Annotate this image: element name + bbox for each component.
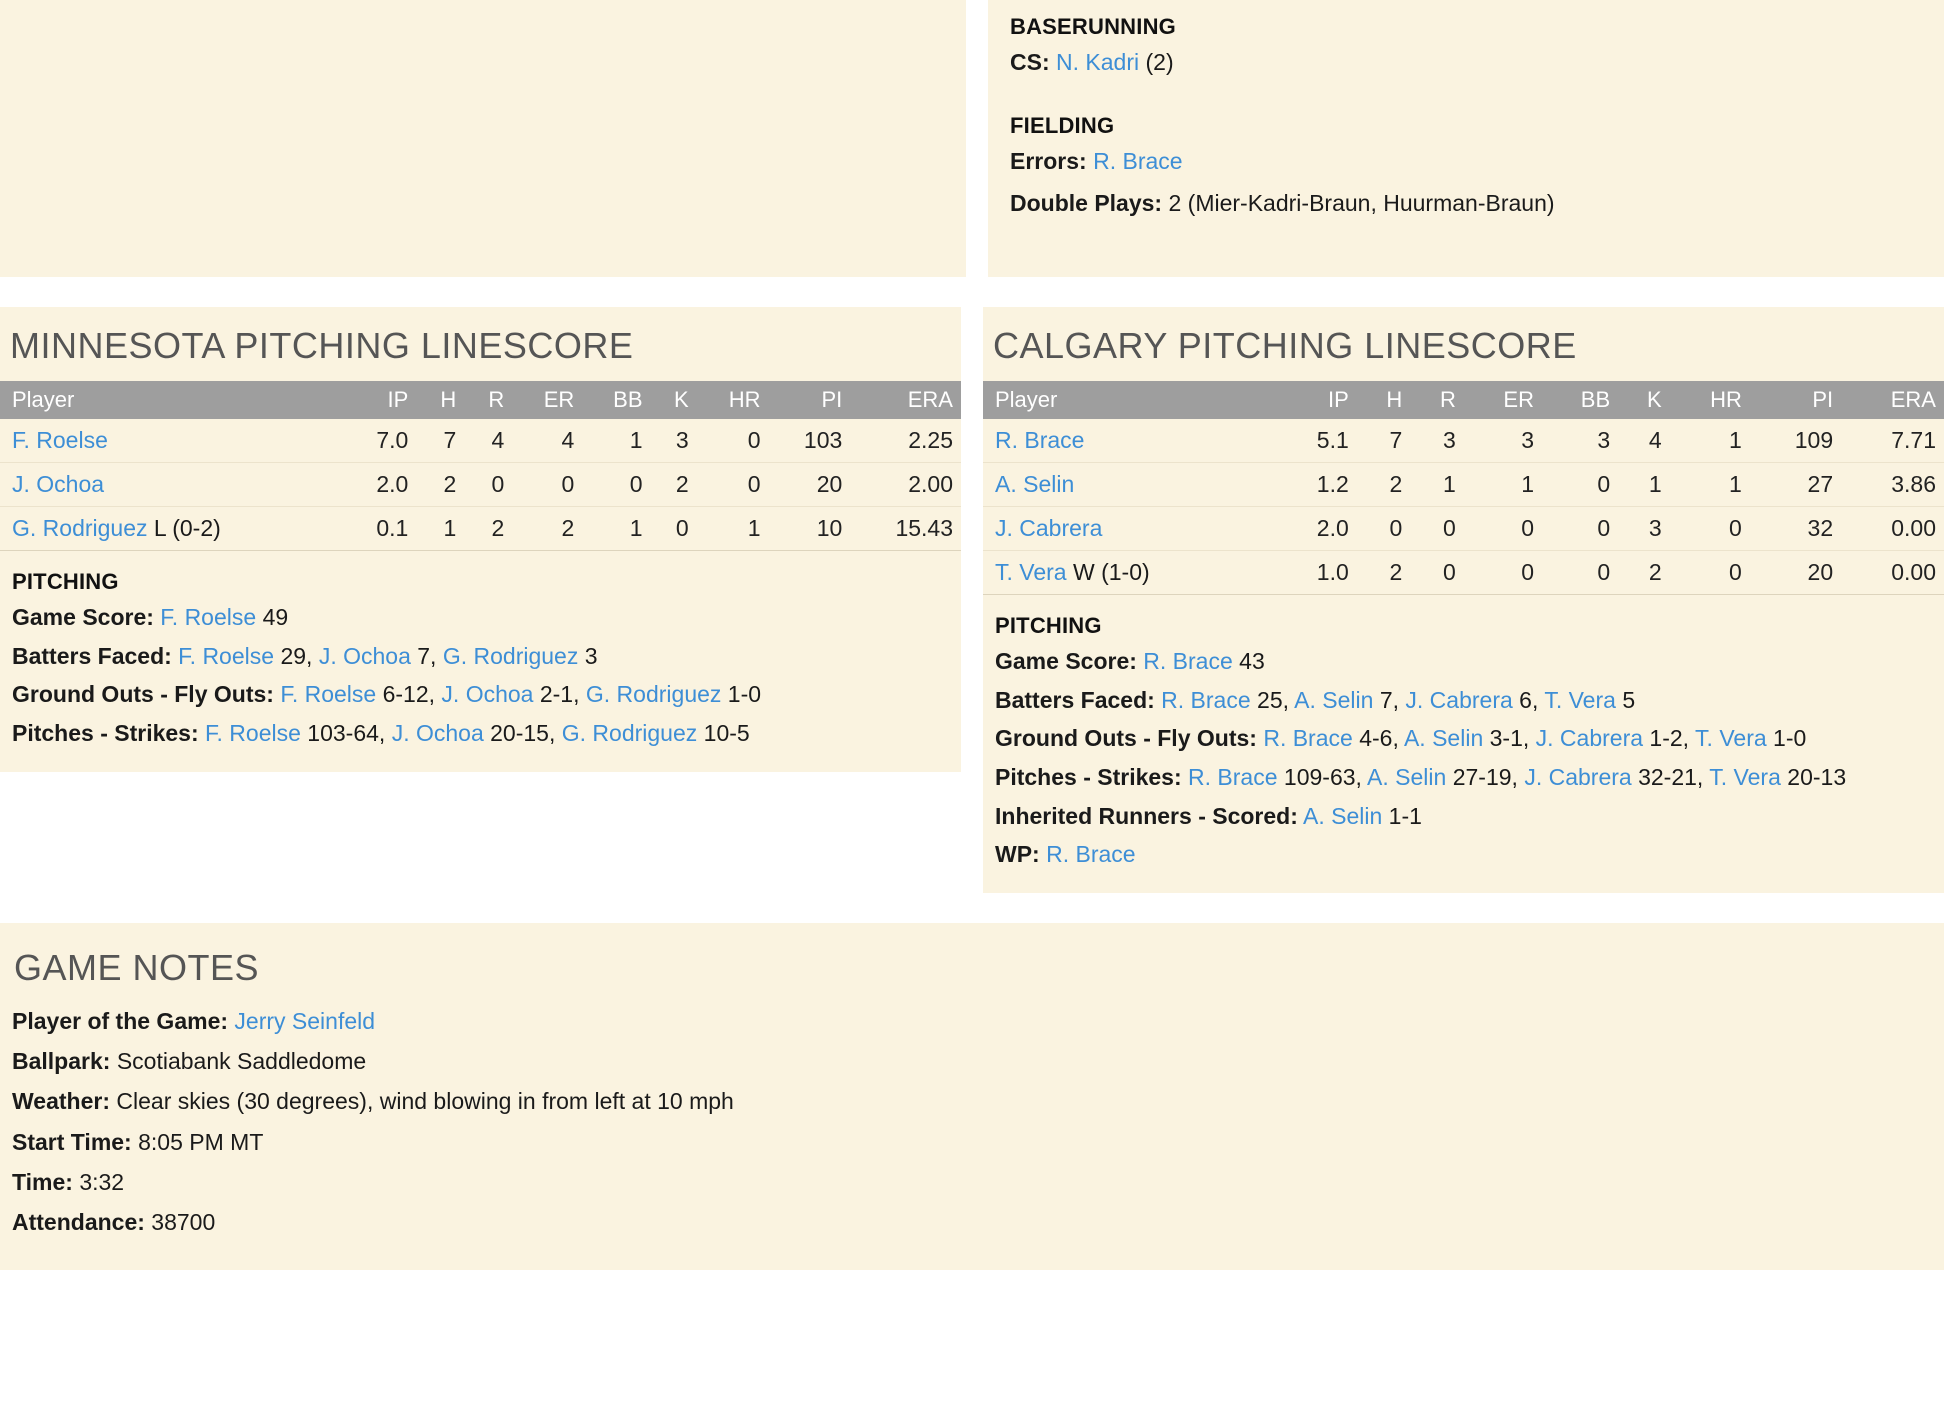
- cell-bb: 1: [582, 419, 650, 463]
- table-row: [983, 551, 1944, 595]
- weather-label: Weather:: [12, 1088, 110, 1115]
- game-score-label: Game Score:: [12, 604, 154, 630]
- left-team-batting-panel: [0, 0, 966, 277]
- cell-k: 2: [651, 463, 697, 507]
- cell-era: 7.71: [1841, 419, 1944, 463]
- player-link[interactable]: G. Rodriguez: [12, 515, 148, 541]
- player-link[interactable]: R. Brace: [1046, 841, 1136, 868]
- cell-hr: 0: [1670, 551, 1750, 595]
- double-plays-label: Double Plays:: [1010, 189, 1163, 216]
- pitches-strikes-line: Pitches - Strikes: R. Brace 109-63, A. Selin 27-19, J. Cabrera 32-21, T. Vera 20-13: [995, 763, 1847, 790]
- ballpark-label: Ballpark:: [12, 1048, 111, 1075]
- game-score-line: [995, 645, 1932, 678]
- col-ip: IP: [344, 381, 416, 419]
- start-time-value: 8:05 PM MT: [138, 1128, 264, 1155]
- table-row: [983, 463, 1944, 507]
- player-link[interactable]: J. Ochoa: [391, 719, 484, 746]
- go-fo-value: 2-1: [539, 681, 574, 708]
- cell-pi: 103: [769, 419, 851, 463]
- player-link[interactable]: F. Roelse: [280, 681, 377, 708]
- attendance-value: 38700: [151, 1208, 216, 1235]
- col-era: ERA: [1841, 381, 1944, 419]
- attendance-label: Attendance:: [12, 1208, 145, 1235]
- player-link[interactable]: R. Brace: [1143, 648, 1233, 674]
- cell-ip: 2.0: [1276, 507, 1357, 551]
- batters-faced-value: 3: [584, 642, 598, 669]
- cell-pi: 20: [1750, 551, 1841, 595]
- cell-ip: 7.0: [344, 419, 416, 463]
- player-link[interactable]: R. Brace: [995, 427, 1085, 453]
- player-link[interactable]: J. Ochoa: [318, 642, 411, 669]
- player-link[interactable]: T. Vera: [1709, 763, 1781, 790]
- col-player: Player: [0, 381, 344, 419]
- section-spacer: [1010, 87, 1922, 113]
- cell-pi: 109: [1750, 419, 1841, 463]
- table-header-row: [983, 381, 1944, 419]
- row-player: [0, 507, 344, 551]
- cell-h: 2: [1357, 463, 1411, 507]
- cell-ip: 2.0: [344, 463, 416, 507]
- cell-h: 2: [1357, 551, 1411, 595]
- cell-er: 3: [1464, 419, 1542, 463]
- col-r: R: [1410, 381, 1464, 419]
- cell-pi: 27: [1750, 463, 1841, 507]
- minnesota-pitching-title: MINNESOTA PITCHING LINESCORE: [10, 325, 634, 366]
- game-note-item: [12, 1085, 1932, 1117]
- cell-r: 1: [1410, 463, 1464, 507]
- cell-hr: 0: [1670, 507, 1750, 551]
- row-player: [0, 419, 344, 463]
- wild-pitch-label: WP:: [995, 841, 1040, 868]
- cell-k: 0: [651, 507, 697, 551]
- col-ip: IP: [1276, 381, 1357, 419]
- cell-er: 0: [512, 463, 582, 507]
- cell-r: 0: [1410, 507, 1464, 551]
- pitches-value: 27-19: [1452, 763, 1512, 790]
- go-fo-value: 3-1: [1489, 725, 1523, 752]
- right-team-notes-panel: [988, 0, 1944, 277]
- table-row: [0, 419, 961, 463]
- minnesota-pitching-box: [0, 307, 961, 772]
- cell-r: 0: [464, 463, 512, 507]
- start-time-label: Start Time:: [12, 1128, 132, 1155]
- ballpark-value: Scotiabank Saddledome: [116, 1048, 367, 1075]
- player-decision: W (1-0): [1073, 559, 1150, 585]
- col-bb: BB: [1542, 381, 1618, 419]
- game-note-item: [12, 1206, 1932, 1238]
- table-row: [983, 507, 1944, 551]
- pitches-value: 103-64: [307, 719, 379, 746]
- batters-faced-value: 7: [417, 642, 431, 669]
- weather-value: Clear skies (30 degrees), wind blowing in from left at 10 mph: [116, 1088, 734, 1115]
- player-link[interactable]: F. Roelse: [160, 604, 257, 630]
- player-link[interactable]: A. Selin: [1303, 802, 1383, 829]
- table-row: [0, 507, 961, 551]
- row-player: [983, 463, 1276, 507]
- cell-k: 3: [651, 419, 697, 463]
- player-link[interactable]: J. Cabrera: [995, 515, 1103, 541]
- cell-er: 4: [512, 419, 582, 463]
- player-link[interactable]: J. Ochoa: [12, 471, 105, 497]
- game-notes-panel: [0, 923, 1944, 1270]
- cell-era: 0.00: [1841, 507, 1944, 551]
- game-score-label: Game Score:: [995, 648, 1137, 674]
- cell-h: 0: [1357, 507, 1411, 551]
- pitches-value: 109-63: [1283, 763, 1356, 790]
- fielding-double-plays-line: [1010, 187, 1922, 220]
- cell-bb: 0: [582, 463, 650, 507]
- pitching-notes-heading: PITCHING: [12, 569, 119, 594]
- batters-faced-value: 7: [1379, 686, 1393, 713]
- pitches-value: 10-5: [703, 719, 750, 746]
- cell-ip: 1.2: [1276, 463, 1357, 507]
- col-h: H: [416, 381, 464, 419]
- cell-hr: 1: [1670, 419, 1750, 463]
- game-note-item: [12, 1126, 1932, 1158]
- wild-pitch-line: [995, 838, 1932, 871]
- cell-h: 7: [416, 419, 464, 463]
- inherited-runners-line: [995, 800, 1932, 833]
- errors-label: Errors:: [1010, 148, 1087, 175]
- cell-k: 1: [1618, 463, 1670, 507]
- minnesota-pitching-table: [0, 381, 961, 551]
- batters-faced-label: Batters Faced:: [12, 642, 172, 669]
- player-link[interactable]: F. Roelse: [205, 719, 301, 746]
- cs-count: (2): [1145, 49, 1174, 75]
- calgary-pitching-notes: [983, 595, 1944, 871]
- go-fo-value: 1-0: [1773, 725, 1807, 752]
- fielding-heading: FIELDING: [1010, 113, 1115, 139]
- inherited-value: 1-1: [1388, 802, 1422, 829]
- batters-faced-value: 6: [1519, 686, 1532, 713]
- cell-hr: 1: [697, 507, 769, 551]
- ground-outs-fly-outs-label: Ground Outs - Fly Outs:: [995, 725, 1257, 752]
- pitching-notes-heading: PITCHING: [995, 613, 1102, 638]
- cell-ip: 1.0: [1276, 551, 1357, 595]
- cell-k: 4: [1618, 419, 1670, 463]
- col-r: R: [464, 381, 512, 419]
- go-fo-value: 1-0: [727, 681, 762, 708]
- col-er: ER: [512, 381, 582, 419]
- go-fo-value: 6-12: [382, 681, 429, 708]
- col-bb: BB: [582, 381, 650, 419]
- pitches-strikes-label: Pitches - Strikes:: [12, 719, 199, 746]
- game-notes-title: GAME NOTES: [14, 946, 260, 988]
- cell-bb: 3: [1542, 419, 1618, 463]
- player-link[interactable]: T. Vera: [1695, 725, 1767, 752]
- cell-er: 1: [1464, 463, 1542, 507]
- pitches-value: 20-15: [490, 719, 549, 746]
- cell-r: 0: [1410, 551, 1464, 595]
- errors-player-link[interactable]: R. Brace: [1093, 148, 1183, 175]
- col-k: K: [651, 381, 697, 419]
- player-link[interactable]: A. Selin: [1294, 686, 1374, 713]
- cell-era: 3.86: [1841, 463, 1944, 507]
- ground-outs-fly-outs-line: Ground Outs - Fly Outs: F. Roelse 6-12, J. Ochoa 2-1, G. Rodriguez 1-0: [12, 681, 762, 708]
- cell-er: 2: [512, 507, 582, 551]
- row-player: [983, 551, 1276, 595]
- baserunning-heading: BASERUNNING: [1010, 14, 1176, 39]
- batters-faced-value: 29: [280, 642, 307, 669]
- cell-r: 2: [464, 507, 512, 551]
- player-link[interactable]: G. Rodriguez: [442, 642, 579, 669]
- pitching-linescores-row: [0, 307, 1944, 893]
- minnesota-pitching-notes: [0, 551, 961, 750]
- cell-h: 2: [416, 463, 464, 507]
- table-header-row: [0, 381, 961, 419]
- player-link[interactable]: J. Cabrera: [1535, 725, 1644, 752]
- batters-faced-line: Batters Faced: F. Roelse 29, J. Ochoa 7, G. Rodriguez 3: [12, 642, 598, 669]
- player-of-the-game-link[interactable]: Jerry Seinfeld: [234, 1007, 376, 1034]
- cell-k: 3: [1618, 507, 1670, 551]
- cell-era: 15.43: [850, 507, 961, 551]
- cell-bb: 1: [582, 507, 650, 551]
- calgary-pitching-table: [983, 381, 1944, 595]
- game-note-item: [12, 1045, 1932, 1077]
- game-note-item: [12, 1166, 1932, 1198]
- player-link[interactable]: J. Cabrera: [1524, 763, 1632, 790]
- player-link[interactable]: G. Rodriguez: [585, 681, 722, 708]
- cell-pi: 10: [769, 507, 851, 551]
- fielding-errors-line: [1010, 145, 1922, 178]
- ground-outs-fly-outs-line: Ground Outs - Fly Outs: R. Brace 4-6, A. Selin 3-1, J. Cabrera 1-2, T. Vera 1-0: [995, 725, 1807, 752]
- player-decision: L (0-2): [153, 515, 221, 541]
- cell-hr: 1: [1670, 463, 1750, 507]
- player-link[interactable]: A. Selin: [1403, 725, 1484, 752]
- col-pi: PI: [769, 381, 851, 419]
- cs-label: CS:: [1010, 49, 1050, 75]
- cell-r: 3: [1410, 419, 1464, 463]
- inherited-runners-label: Inherited Runners - Scored:: [995, 802, 1298, 829]
- row-player: [983, 507, 1276, 551]
- baserunning-cs-line: [1010, 46, 1922, 79]
- batters-faced-value: 5: [1622, 686, 1636, 713]
- col-er: ER: [1464, 381, 1542, 419]
- cell-er: 0: [1464, 551, 1542, 595]
- col-h: H: [1357, 381, 1411, 419]
- col-hr: HR: [1670, 381, 1750, 419]
- cell-h: 7: [1357, 419, 1411, 463]
- player-link[interactable]: F. Roelse: [178, 642, 275, 669]
- cell-pi: 32: [1750, 507, 1841, 551]
- batters-faced-line: Batters Faced: R. Brace 25, A. Selin 7, J. Cabrera 6, T. Vera 5: [995, 686, 1636, 713]
- player-link[interactable]: F. Roelse: [12, 427, 108, 453]
- calgary-pitching-box: [983, 307, 1944, 893]
- time-label: Time:: [12, 1168, 73, 1195]
- go-fo-value: 1-2: [1649, 725, 1683, 752]
- cell-pi: 20: [769, 463, 851, 507]
- player-link[interactable]: J. Ochoa: [441, 681, 534, 708]
- batters-faced-value: 25: [1257, 686, 1283, 713]
- player-link[interactable]: J. Cabrera: [1405, 686, 1513, 713]
- cell-ip: 5.1: [1276, 419, 1357, 463]
- time-value: 3:32: [79, 1168, 125, 1195]
- col-era: ERA: [850, 381, 961, 419]
- cell-era: 0.00: [1841, 551, 1944, 595]
- col-k: K: [1618, 381, 1670, 419]
- cell-era: 2.00: [850, 463, 961, 507]
- go-fo-value: 4-6: [1359, 725, 1393, 752]
- game-score-line: [12, 601, 949, 634]
- col-pi: PI: [1750, 381, 1841, 419]
- game-note-item: [12, 1005, 1932, 1037]
- cell-bb: 0: [1542, 507, 1618, 551]
- cell-bb: 0: [1542, 463, 1618, 507]
- pitches-strikes-line: Pitches - Strikes: F. Roelse 103-64, J. Ochoa 20-15, G. Rodriguez 10-5: [12, 719, 750, 746]
- player-link[interactable]: R. Brace: [1263, 725, 1353, 752]
- player-link[interactable]: G. Rodriguez: [561, 719, 698, 746]
- table-row: [983, 419, 1944, 463]
- calgary-pitching-title: CALGARY PITCHING LINESCORE: [993, 325, 1577, 366]
- cell-hr: 0: [697, 419, 769, 463]
- cell-bb: 0: [1542, 551, 1618, 595]
- player-link[interactable]: A. Selin: [1367, 763, 1447, 790]
- pitches-value: 20-13: [1787, 763, 1847, 790]
- player-link[interactable]: A. Selin: [995, 471, 1075, 497]
- player-link[interactable]: R. Brace: [1161, 686, 1251, 713]
- player-of-the-game-label: Player of the Game:: [12, 1007, 229, 1034]
- cell-r: 4: [464, 419, 512, 463]
- col-player: Player: [983, 381, 1276, 419]
- col-hr: HR: [697, 381, 769, 419]
- cs-player-link[interactable]: N. Kadri: [1056, 49, 1140, 75]
- cell-era: 2.25: [850, 419, 961, 463]
- row-player: [983, 419, 1276, 463]
- game-score-value: 49: [262, 604, 289, 630]
- ground-outs-fly-outs-label: Ground Outs - Fly Outs:: [12, 681, 274, 708]
- player-link[interactable]: R. Brace: [1188, 763, 1278, 790]
- player-link[interactable]: T. Vera: [1544, 686, 1616, 713]
- table-row: [0, 463, 961, 507]
- cell-ip: 0.1: [344, 507, 416, 551]
- game-score-value: 43: [1239, 648, 1265, 674]
- top-row: [0, 0, 1944, 277]
- double-plays-value: 2 (Mier-Kadri-Braun, Huurman-Braun): [1168, 189, 1555, 216]
- pitches-strikes-label: Pitches - Strikes:: [995, 763, 1182, 790]
- cell-hr: 0: [697, 463, 769, 507]
- pitches-value: 32-21: [1638, 763, 1697, 790]
- player-link[interactable]: T. Vera: [995, 559, 1067, 585]
- cell-k: 2: [1618, 551, 1670, 595]
- cell-er: 0: [1464, 507, 1542, 551]
- batters-faced-label: Batters Faced:: [995, 686, 1155, 713]
- cell-h: 1: [416, 507, 464, 551]
- row-player: [0, 463, 344, 507]
